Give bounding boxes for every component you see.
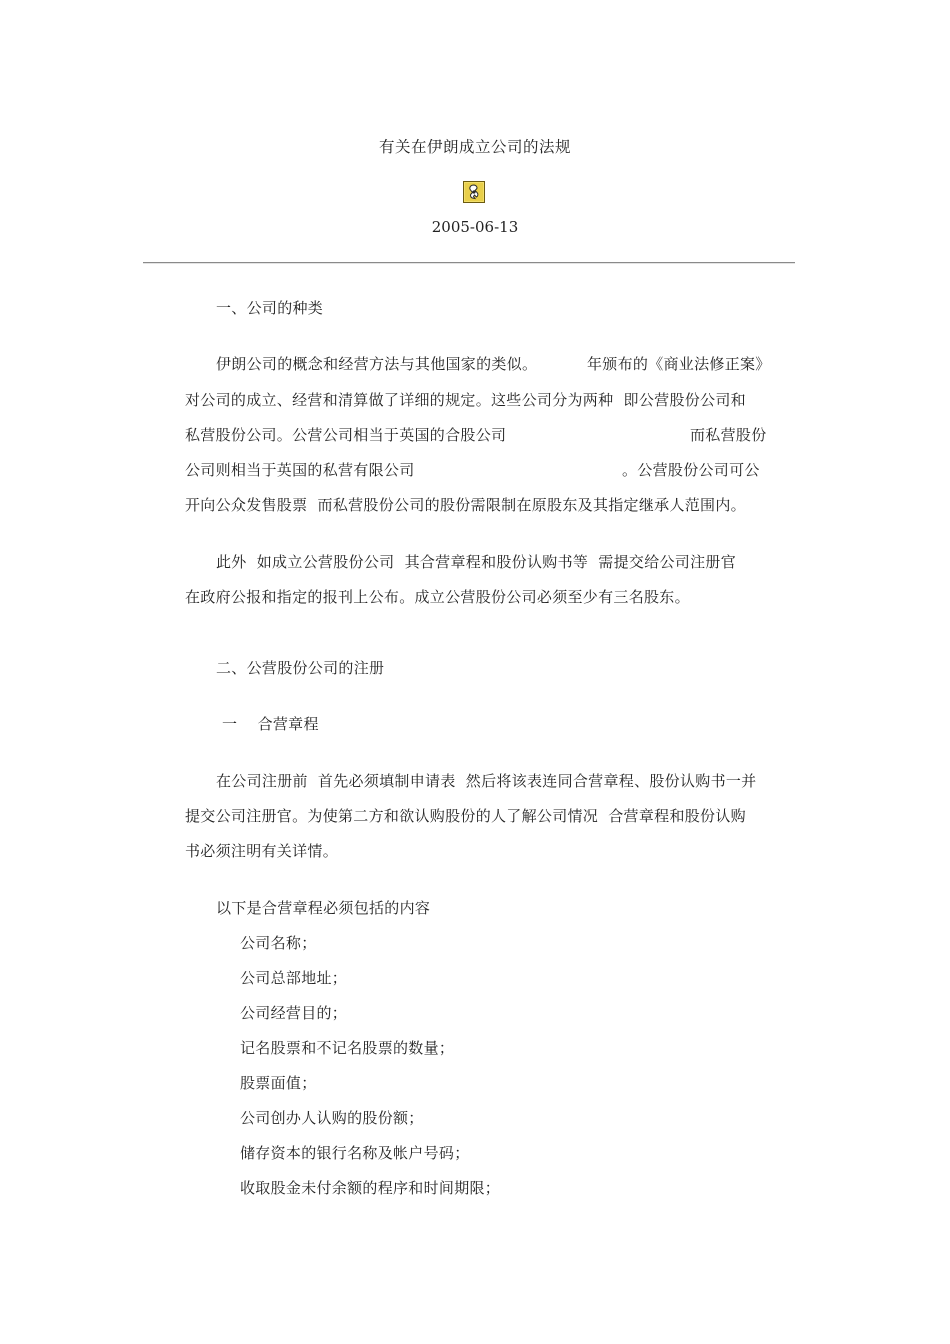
document-link-icon[interactable] — [463, 181, 485, 203]
paragraph-line: 公司则相当于英国的私营有限公司 — [185, 461, 415, 479]
list-item: 公司名称； — [240, 934, 317, 952]
paragraph-line: 书必须注明有关详情。 — [185, 842, 339, 860]
paragraph-line: 。公营股份公司可公 — [622, 461, 760, 479]
paragraph-line: 对公司的成立、经营和清算做了详细的规定。这些公司分为两种 即公营股份公司和 — [185, 391, 746, 409]
paragraph-line: 在公司注册前 首先必须填制申请表 然后将该表连同合营章程、股份认购书一并 — [216, 772, 757, 790]
list-item: 收取股金未付余额的程序和时间期限； — [240, 1179, 501, 1197]
paragraph-line: 年颁布的《商业法修正案》 — [587, 355, 771, 373]
paragraph-line: 在政府公报和指定的报刊上公布。成立公营股份公司必须至少有三名股东。 — [185, 588, 690, 606]
paragraph-line: 提交公司注册官。为使第二方和欲认购股份的人了解公司情况 合营章程和股份认购 — [185, 807, 746, 825]
paragraph-line: 此外 如成立公营股份公司 其合营章程和股份认购书等 需提交给公司注册官 — [216, 553, 737, 571]
list-intro: 以下是合营章程必须包括的内容 — [216, 899, 431, 917]
section-heading-registration: 二、公营股份公司的注册 — [216, 659, 385, 677]
list-item: 公司创办人认购的股份额； — [240, 1109, 424, 1127]
list-item: 公司经营目的； — [240, 1004, 348, 1022]
paragraph-line: 伊朗公司的概念和经营方法与其他国家的类似。 — [216, 355, 538, 373]
list-item: 储存资本的银行名称及帐户号码； — [240, 1144, 470, 1162]
paragraph-line: 而私营股份 — [690, 426, 767, 444]
list-item: 记名股票和不记名股票的数量； — [240, 1039, 455, 1057]
section-heading-company-types: 一、公司的种类 — [216, 299, 324, 317]
publish-date: 2005-06-13 — [431, 218, 519, 236]
paragraph-line: 开向公众发售股票 而私营股份公司的股份需限制在原股东及其指定继承人范围内。 — [185, 496, 746, 514]
divider — [143, 262, 795, 264]
list-item: 公司总部地址； — [240, 969, 348, 987]
paragraph-line: 私营股份公司。公营公司相当于英国的合股公司 — [185, 426, 507, 444]
subsection-heading-articles: 一 合营章程 — [222, 715, 319, 733]
page-title: 有关在伊朗成立公司的法规 — [378, 138, 571, 156]
list-item: 股票面值； — [240, 1074, 317, 1092]
